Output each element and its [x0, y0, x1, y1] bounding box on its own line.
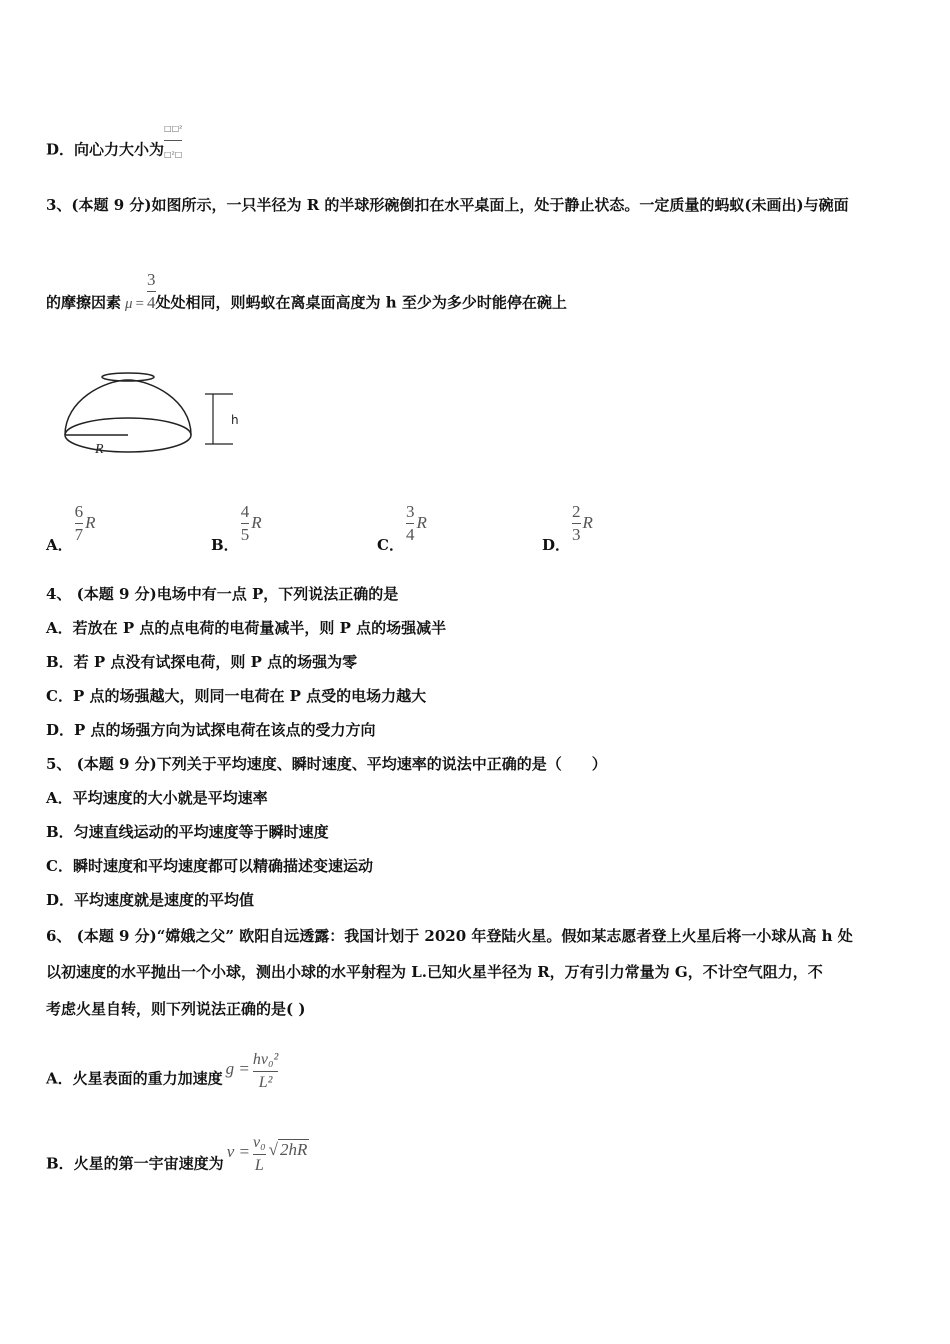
q5-option-b: B．匀速直线运动的平均速度等于瞬时速度 [46, 823, 329, 841]
option-numerator: 2 [572, 502, 581, 521]
option-label: A． [46, 535, 73, 554]
formula-denominator: L [254, 1157, 264, 1174]
option-denominator: 3 [572, 525, 581, 544]
q3-option-d [542, 502, 593, 554]
q2-option-d-formula [164, 116, 182, 165]
q4-option-a: A．若放在 P 点的点电荷的电荷量减半，则 P 点的场强减半 [46, 619, 447, 637]
formula-denominator: □²□ [164, 150, 183, 159]
mu-fraction [147, 270, 156, 313]
option-variable: R [416, 512, 427, 532]
q3-stem-line2 [46, 270, 567, 325]
q2-option-d [46, 126, 182, 175]
q6-stem-line3: 考虑火星自转，则下列说法正确的是( ) [46, 1000, 306, 1018]
formula-lhs: g = [225, 1058, 250, 1078]
option-denominator: 5 [240, 525, 250, 544]
formula-lhs: v = [226, 1141, 250, 1161]
q4-option-b: B．若 P 点没有试探电荷，则 P 点的场强为零 [46, 653, 358, 671]
bowl-dome-outline [65, 380, 191, 435]
formula-numerator: □□² [164, 124, 183, 133]
mu-symbol: μ [125, 295, 133, 312]
q2-option-d-label: D．向心力大小为 [46, 140, 165, 159]
radius-label: R [95, 442, 104, 457]
sqrt-radicand: 2hR [279, 1139, 308, 1159]
sqrt-expression: √ 2hR [268, 1139, 308, 1159]
equals-sign: = [135, 295, 145, 312]
option-numerator: 3 [405, 502, 415, 521]
option-denominator: 4 [405, 525, 415, 544]
option-denominator: 7 [74, 525, 84, 544]
option-fraction [75, 502, 84, 545]
q4-stem: 4、 (本题 9 分)电场中有一点 P，下列说法正确的是 [46, 585, 399, 603]
height-label: h [231, 413, 239, 427]
option-label: D． [542, 535, 571, 554]
formula-fraction [253, 1133, 266, 1176]
q3-option-a [46, 502, 96, 554]
q6-option-b [46, 1134, 309, 1186]
option-variable: R [85, 512, 96, 532]
mu-numerator: 3 [147, 270, 156, 289]
formula-denominator: L² [258, 1074, 273, 1091]
option-label: B．火星的第一宇宙速度为 [46, 1154, 224, 1173]
option-numerator: 6 [74, 502, 84, 521]
formula-numerator: v₀ [252, 1134, 266, 1151]
option-fraction [572, 502, 581, 545]
formula-fraction [253, 1050, 278, 1093]
option-fraction [241, 502, 250, 545]
q6-stem-line1: 6、 (本题 9 分)“嫦娥之父” 欧阳自远透露：我国计划于 2020 年登陆火星。假如某志愿者登上火星后将一小球从高 h 处 [46, 927, 853, 945]
q5-stem: 5、 (本题 9 分)下列关于平均速度、瞬时速度、平均速率的说法中正确的是（ ） [46, 755, 607, 773]
option-label: C． [377, 535, 404, 554]
q5-option-a: A．平均速度的大小就是平均速率 [46, 789, 268, 807]
q5-option-c: C．瞬时速度和平均速度都可以精确描述变速运动 [46, 857, 373, 875]
q5-option-d: D．平均速度就是速度的平均值 [46, 891, 255, 909]
q3-option-c [377, 502, 427, 554]
mu-denominator: 4 [147, 293, 156, 312]
hemisphere-bowl-figure [55, 365, 255, 465]
q6-option-a [46, 1051, 279, 1101]
q4-option-d: D．P 点的场强方向为试探电荷在该点的受力方向 [46, 721, 376, 739]
option-variable: R [251, 512, 262, 532]
q4-option-c: C．P 点的场强越大，则同一电荷在 P 点受的电场力越大 [46, 687, 427, 705]
option-fraction [406, 502, 415, 545]
q3-option-b [211, 502, 262, 554]
q6-stem-line2: 以初速度的水平抛出一个小球，测出小球的水平射程为 L.已知火星半径为 R，万有引力常量为 G，不计空气阻力，不 [46, 963, 823, 981]
option-variable: R [582, 512, 593, 532]
q3-stem-line1: 3、(本题 9 分)如图所示，一只半径为 R 的半球形碗倒扣在水平桌面上，处于静止状态。一定质量的蚂蚁(未画出)与碗面 [46, 196, 849, 214]
option-label: B． [211, 535, 239, 554]
formula-numerator: hv₀² [252, 1051, 279, 1068]
option-numerator: 4 [240, 502, 250, 521]
option-label: A．火星表面的重力加速度 [46, 1069, 223, 1088]
q3-line2-suffix: 处处相同，则蚂蚁在离桌面高度为 h 至少为多少时能停在碗上 [155, 293, 567, 312]
q3-line2-prefix: 的摩擦因素 [46, 293, 122, 312]
